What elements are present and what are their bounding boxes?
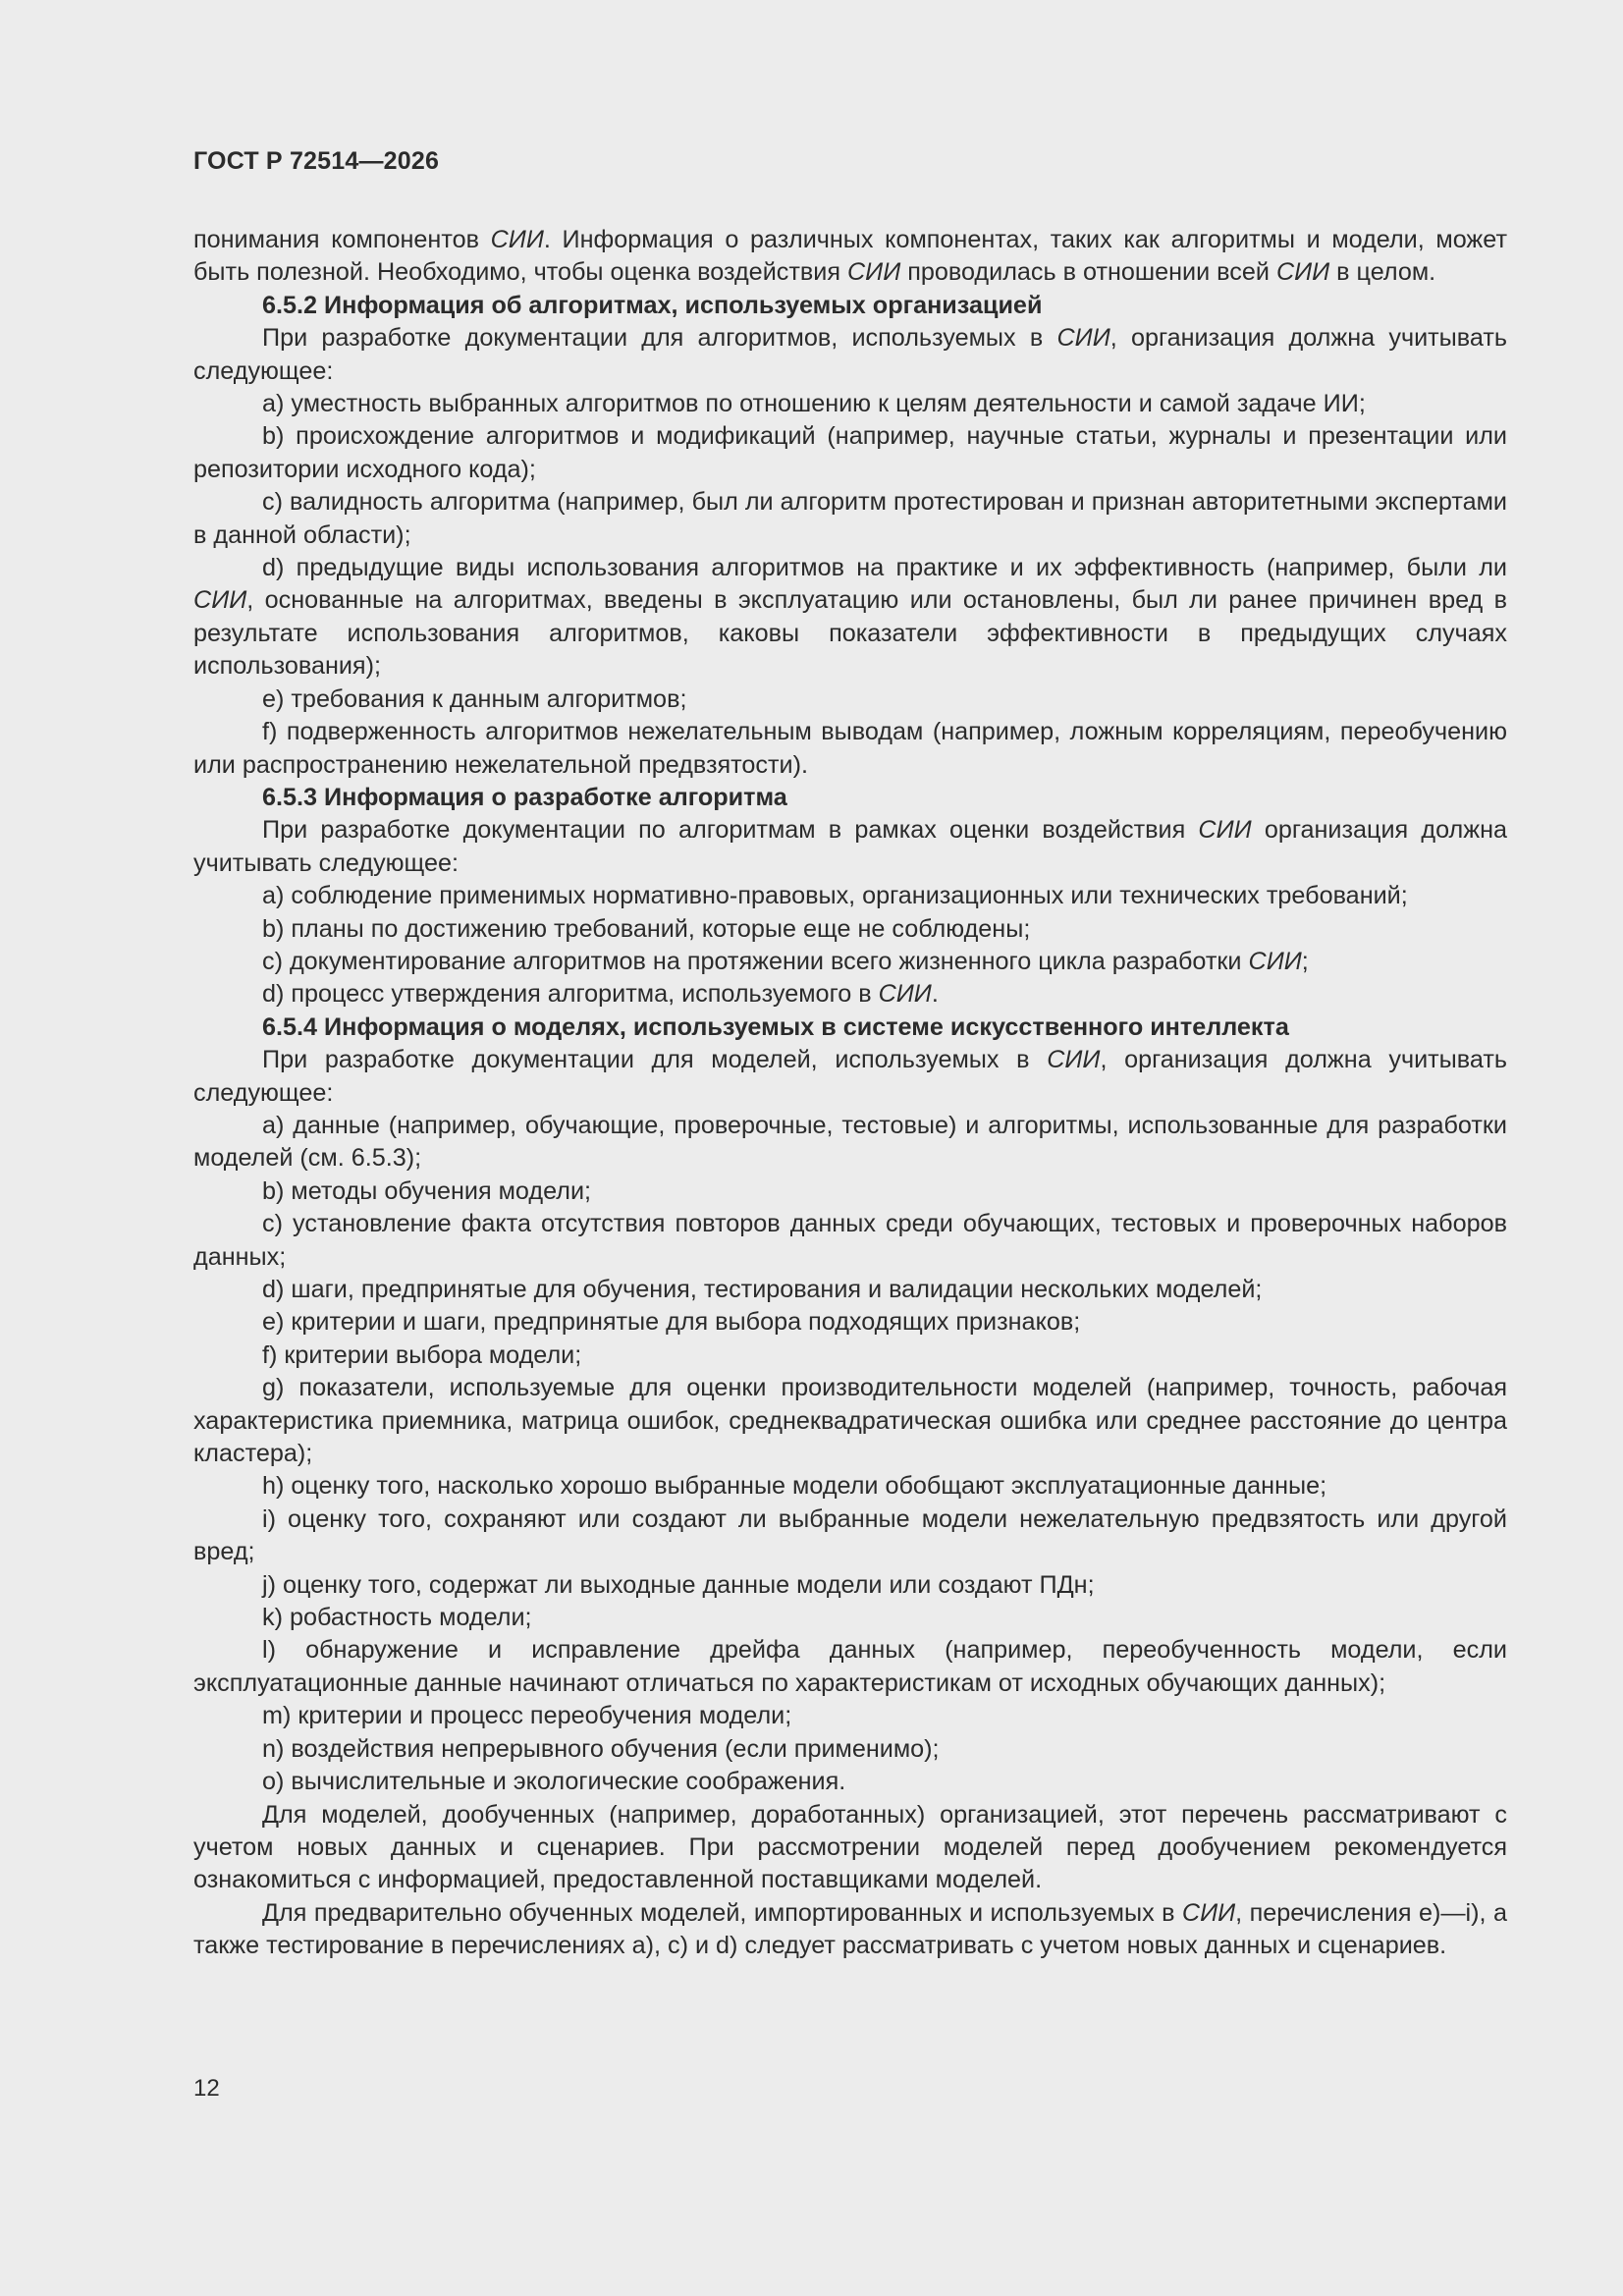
list-item: c) документирование алгоритмов на протяжении всего жизненного цикла разработки СИИ; <box>262 947 1309 975</box>
list-item: n) воздействия непрерывного обучения (если применимо); <box>262 1734 940 1763</box>
list-item: b) методы обучения модели; <box>262 1176 592 1205</box>
list-item: d) шаги, предпринятые для обучения, тестирования и валидации нескольких моделей; <box>262 1276 1263 1303</box>
list-item: b) происхождение алгоритмов и модификаций (например, научные статьи, журналы и презентации или репозитории исходного кода); <box>193 422 1507 483</box>
list-item: c) валидность алгоритма (например, был ли алгоритм протестирован и признан авторитетными экспертами в данной области); <box>193 488 1507 549</box>
list-item: h) оценку того, насколько хорошо выбранные модели обобщают эксплуатационные данные; <box>262 1472 1327 1501</box>
list-item: e) критерии и шаги, предпринятые для выбора подходящих признаков; <box>262 1308 1081 1337</box>
list-item: e) требования к данным алгоритмов; <box>262 684 687 713</box>
list-item: b) планы по достижению требований, которые еще не соблюдены; <box>262 914 1031 943</box>
document-header: ГОСТ Р 72514—2026 <box>193 147 440 175</box>
list-item: g) показатели, используемые для оценки производительности моделей (например, точность, рабочая характеристика приемника, матрица ошибок, среднеквадратическая ошибка или среднее расстояние до центра кластера); <box>193 1374 1507 1468</box>
paragraph-fine-tuned: Для моделей, дообученных (например, доработанных) организацией, этот перечень рассматривают с учетом новых данных и сценариев. При рассмотрении моделей перед дообучением рекомендуется ознакомиться с информацией, предоставленной поставщиками моделей. <box>193 1800 1507 1894</box>
paragraph-intro: При разработке документации для моделей, используемых в СИИ, организация должна учитывать следующее: <box>193 1046 1507 1107</box>
list-item: a) соблюдение применимых нормативно-правовых, организационных или технических требований; <box>262 882 1408 910</box>
list-item: c) установление факта отсутствия повторов данных среди обучающих, тестовых и проверочных наборов данных; <box>193 1210 1507 1271</box>
section-heading-6-5-2: 6.5.2 Информация об алгоритмах, используемых организацией <box>262 291 1043 319</box>
list-item: m) критерии и процесс переобучения модели; <box>262 1702 792 1730</box>
section-heading-6-5-3: 6.5.3 Информация о разработке алгоритма <box>262 783 787 811</box>
list-item: d) процесс утверждения алгоритма, используемого в СИИ. <box>262 980 939 1009</box>
list-item: o) вычислительные и экологические соображения. <box>262 1768 846 1796</box>
list-item: f) критерии выбора модели; <box>262 1340 582 1369</box>
list-item: j) оценку того, содержат ли выходные данные модели или создают ПДн; <box>262 1570 1095 1599</box>
paragraph-pretrained: Для предварительно обученных моделей, импортированных и используемых в СИИ, перечисления e)—i), а также тестирование в перечислениях a), c) и d) следует рассматривать с учетом новых данных и сценариев. <box>193 1898 1507 1960</box>
paragraph-continuation: понимания компонентов СИИ. Информация о различных компонентах, таких как алгоритмы и модели, может быть полезной. Необходимо, чтобы оценка воздействия СИИ проводилась в отношении всей СИИ в целом. <box>193 226 1507 287</box>
document-body <box>193 224 1507 1963</box>
list-item: f) подверженность алгоритмов нежелательным выводам (например, ложным корреляциям, переобучению или распространению нежелательной предвзятости). <box>193 718 1507 779</box>
paragraph-intro: При разработке документации по алгоритмам в рамках оценки воздействия СИИ организация должна учитывать следующее: <box>193 816 1507 877</box>
section-heading-6-5-4: 6.5.4 Информация о моделях, используемых в системе искусственного интеллекта <box>262 1012 1289 1041</box>
paragraph-intro: При разработке документации для алгоритмов, используемых в СИИ, организация должна учитывать следующее: <box>193 324 1507 385</box>
list-item: i) оценку того, сохраняют или создают ли выбранные модели нежелательную предвзятость или другой вред; <box>193 1504 1507 1566</box>
page-number: 12 <box>193 2075 220 2102</box>
list-item: d) предыдущие виды использования алгоритмов на практике и их эффективность (например, были ли СИИ, основанные на алгоритмах, введены в эксплуатацию или остановлены, был ли ранее причинен вред в результате использования алгоритмов, каковы показатели эффективности в предыдущих случаях использования); <box>193 554 1507 681</box>
list-item: l) обнаружение и исправление дрейфа данных (например, переобученность модели, если эксплуатационные данные начинают отличаться по характеристикам от исходных обучающих данных); <box>193 1636 1507 1697</box>
list-item: k) робастность модели; <box>262 1604 532 1632</box>
list-item: a) данные (например, обучающие, проверочные, тестовые) и алгоритмы, использованные для разработки моделей (см. 6.5.3); <box>193 1111 1507 1173</box>
list-item: a) уместность выбранных алгоритмов по отношению к целям деятельности и самой задаче ИИ; <box>262 390 1366 418</box>
